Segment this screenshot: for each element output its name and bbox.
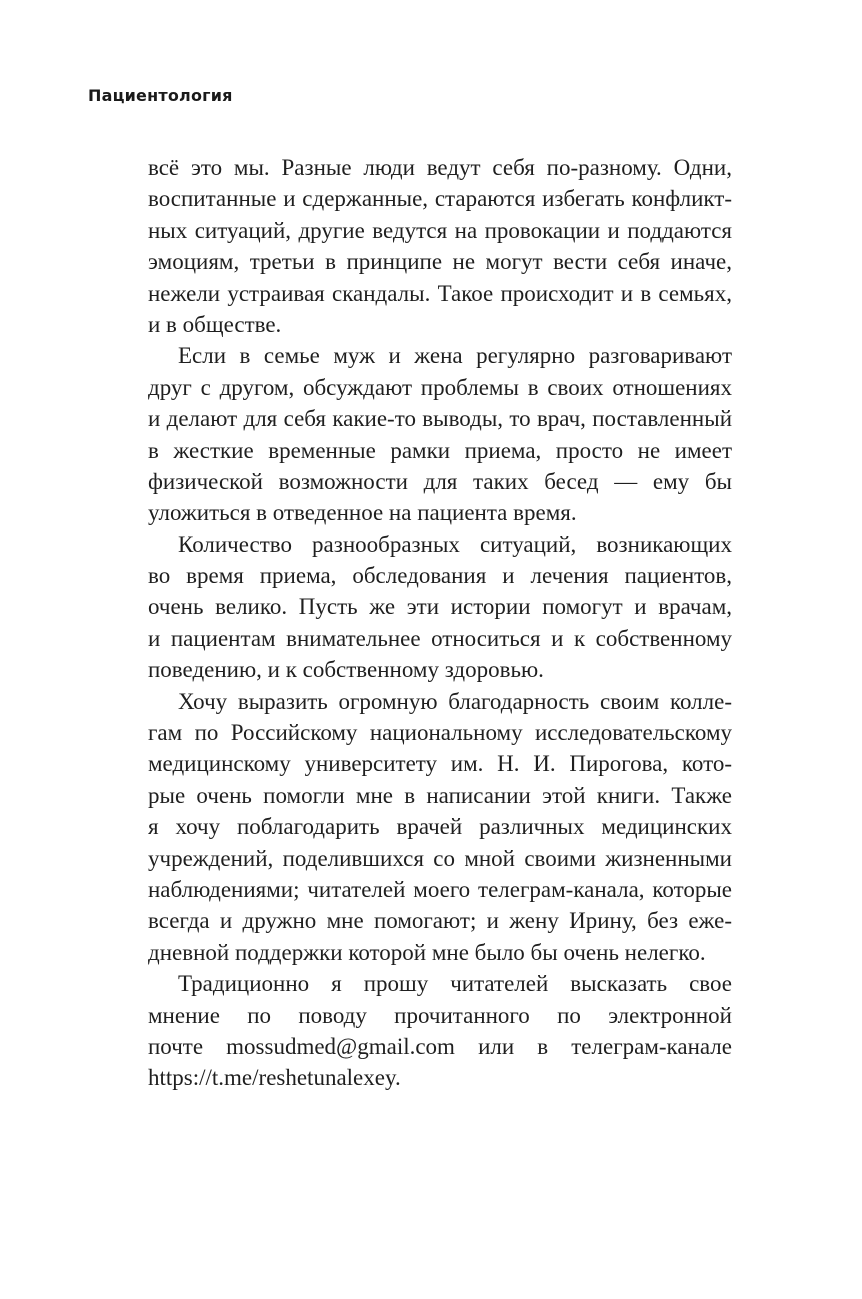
text-line: очень велико. Пусть же эти истории помогут и врачам, — [148, 594, 732, 620]
body-text — [148, 152, 732, 1094]
text-line: наблюдениями; читателей моего телеграм-канала, которые — [148, 876, 732, 902]
text-line: всегда и дружно мне помогают; и жену Ирину, без еже- — [148, 908, 732, 934]
text-line: эмоциям, третьи в принципе не могут вести себя иначе, — [148, 249, 732, 275]
text-line: мнение по поводу прочитанного по электронной — [148, 1002, 732, 1028]
text-line: и пациентам внимательнее относиться и к собственному — [148, 625, 732, 651]
text-line: https://t.me/reshetunalexey. — [148, 1065, 401, 1091]
text-line: дневной поддержки которой мне было бы очень нелегко. — [148, 939, 706, 965]
text-line: Количество разнообразных ситуаций, возникающих — [178, 531, 732, 557]
text-line: рые очень помогли мне в написании этой книги. Также — [148, 782, 732, 808]
text-line: Хочу выразить огромную благодарность своим колле- — [178, 688, 732, 714]
text-line: Традиционно я прошу читателей высказать свое — [178, 971, 732, 997]
text-line: ных ситуаций, другие ведутся на провокации и поддаются — [148, 217, 732, 243]
text-line: и в обществе. — [148, 311, 282, 337]
text-line: почте mossudmed@gmail.com или в телеграм-канале — [148, 1033, 732, 1059]
text-line: медицинскому университету им. Н. И. Пирогова, кото- — [148, 751, 732, 777]
text-line: физической возможности для таких бесед — ему бы — [148, 468, 732, 494]
text-line: во время приема, обследования и лечения пациентов, — [148, 563, 732, 589]
text-line: в жесткие временные рамки приема, просто не имеет — [148, 437, 732, 463]
text-line: нежели устраивая скандалы. Такое происходит и в семьях, — [148, 280, 732, 306]
text-line: и делают для себя какие-то выводы, то врач, поставленный — [148, 406, 732, 432]
text-line: гам по Российскому национальному исследовательскому — [148, 720, 732, 746]
text-line: уложиться в отведенное на пациента время. — [148, 500, 577, 526]
text-line: я хочу поблагодарить врачей различных медицинских — [148, 814, 732, 840]
text-line: друг с другом, обсуждают проблемы в своих отношениях — [148, 374, 732, 400]
text-line: Если в семье муж и жена регулярно разговаривают — [178, 343, 732, 369]
text-line: воспитанные и сдержанные, стараются избегать конфликт- — [148, 186, 732, 212]
text-line: поведению, и к собственному здоровью. — [148, 657, 544, 683]
text-line: учреждений, поделившихся со мной своими жизненными — [148, 845, 732, 871]
running-header-title: Пациентология — [88, 86, 233, 105]
text-line: всё это мы. Разные люди ведут себя по-разному. Одни, — [148, 155, 732, 180]
